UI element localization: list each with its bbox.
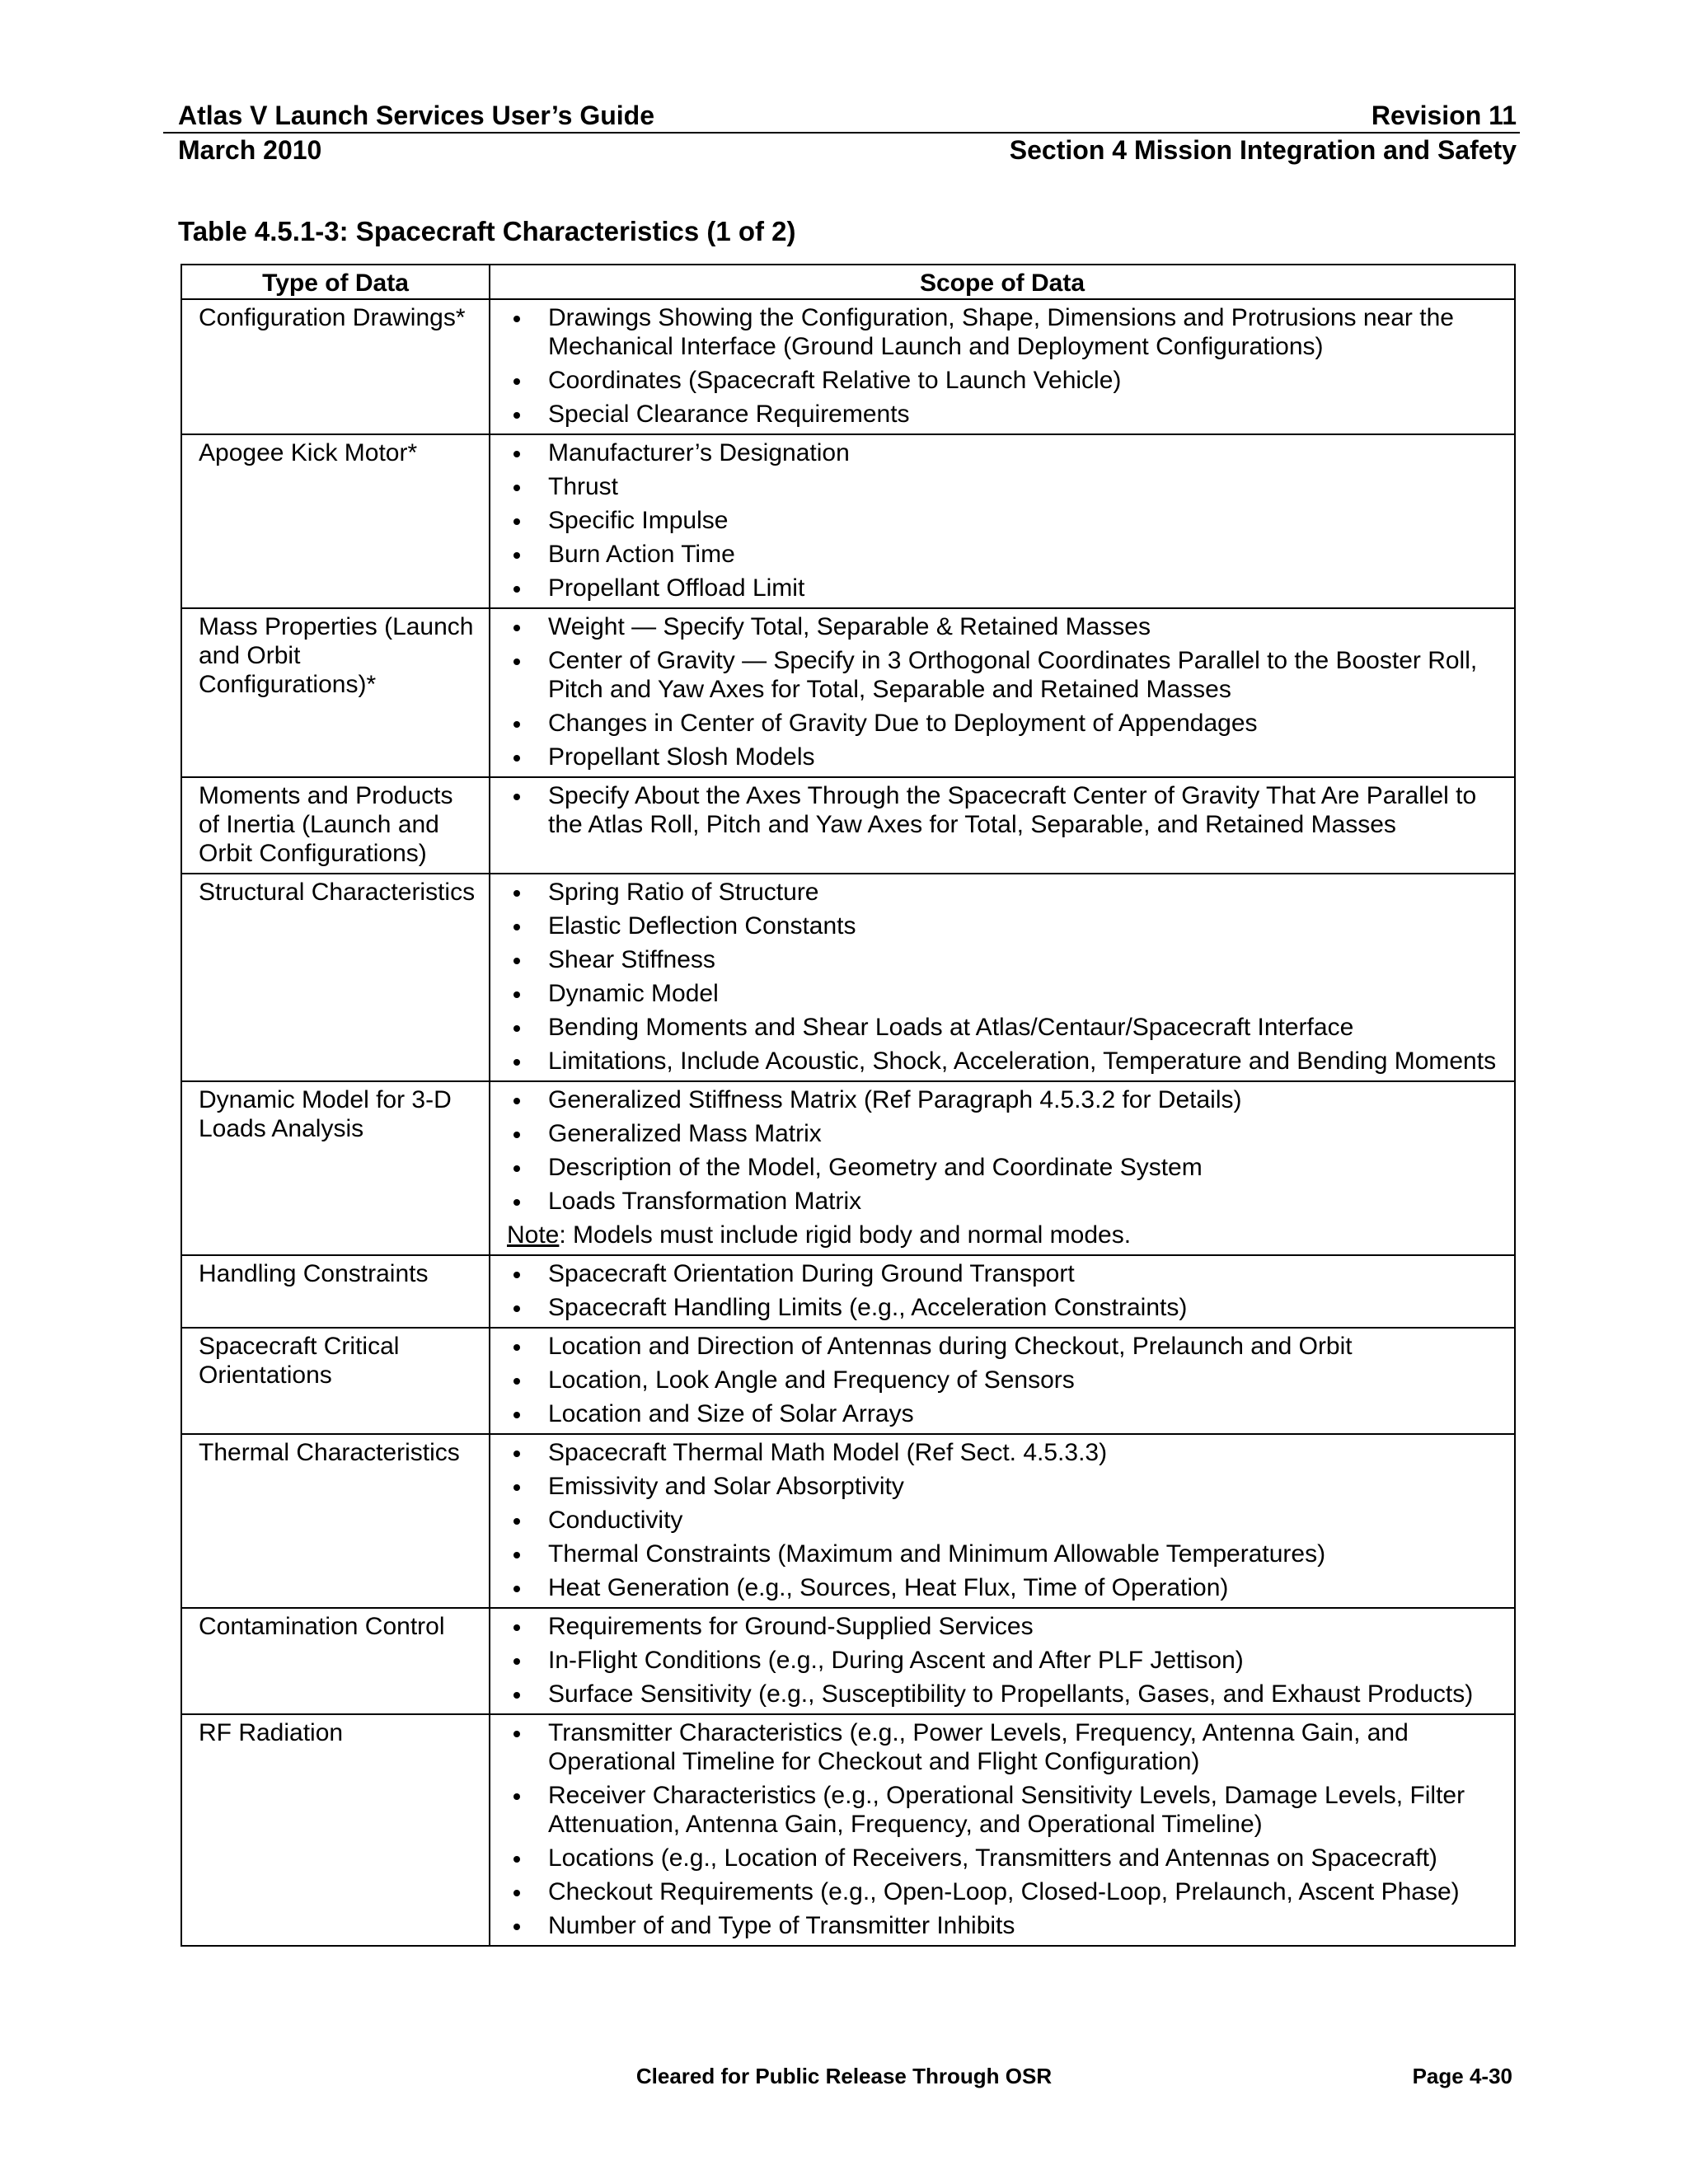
header-line-1 [178, 99, 1517, 132]
list-item: Shear Stiffness [507, 945, 1498, 974]
table-row [181, 608, 1515, 777]
document-title: Atlas V Launch Services User’s Guide [178, 101, 655, 130]
scope-list [507, 781, 1498, 839]
scope-list [507, 303, 1498, 429]
list-item: Specify About the Axes Through the Spacecraft Center of Gravity That Are Parallel to the Atlas Roll, Pitch and Yaw Axes for Total, Separable, and Retained Masses [507, 781, 1498, 839]
list-item: Manufacturer’s Designation [507, 438, 1498, 467]
list-item: Location and Size of Solar Arrays [507, 1399, 1498, 1428]
list-item: Receiver Characteristics (e.g., Operational Sensitivity Levels, Damage Levels, Filter Attenuation, Antenna Gain, Frequency, and Operational Timeline) [507, 1781, 1498, 1839]
table-row [181, 434, 1515, 608]
scope-list [507, 1612, 1498, 1708]
scope-list [507, 1718, 1498, 1940]
table-row [181, 1434, 1515, 1608]
type-of-data-cell: Mass Properties (Launch and Orbit Configurations)* [181, 608, 490, 777]
table-row [181, 1255, 1515, 1328]
type-of-data-cell: Moments and Products of Inertia (Launch and Orbit Configurations) [181, 777, 490, 874]
scope-list [507, 1332, 1498, 1428]
scope-list [507, 1085, 1498, 1216]
list-item: Spring Ratio of Structure [507, 878, 1498, 907]
list-item: Drawings Showing the Configuration, Shape, Dimensions and Protrusions near the Mechanical Interface (Ground Launch and Deployment Configurations) [507, 303, 1498, 361]
table-row [181, 1714, 1515, 1946]
type-of-data-cell: RF Radiation [181, 1714, 490, 1946]
list-item: Changes in Center of Gravity Due to Deployment of Appendages [507, 709, 1498, 738]
table-caption: Table 4.5.1-3: Spacecraft Characteristics (1 of 2) [178, 216, 796, 246]
table-row [181, 874, 1515, 1081]
list-item: Surface Sensitivity (e.g., Susceptibility to Propellants, Gases, and Exhaust Products) [507, 1680, 1498, 1708]
type-of-data-cell: Contamination Control [181, 1608, 490, 1714]
header-line-2 [178, 134, 1517, 166]
column-header-type: Type of Data [181, 265, 490, 299]
list-item: Location, Look Angle and Frequency of Sensors [507, 1366, 1498, 1394]
list-item: Description of the Model, Geometry and Coordinate System [507, 1153, 1498, 1182]
list-item: Loads Transformation Matrix [507, 1187, 1498, 1216]
table-note [507, 1221, 1498, 1249]
document-date: March 2010 [178, 135, 322, 165]
list-item: Center of Gravity — Specify in 3 Orthogonal Coordinates Parallel to the Booster Roll, Pitch and Yaw Axes for Total, Separable and Retained Masses [507, 646, 1498, 704]
table-row [181, 777, 1515, 874]
list-item: Number of and Type of Transmitter Inhibits [507, 1911, 1498, 1940]
footer-release-notice: Cleared for Public Release Through OSR [635, 2064, 1053, 2088]
list-item: Heat Generation (e.g., Sources, Heat Flux, Time of Operation) [507, 1573, 1498, 1602]
list-item: Requirements for Ground-Supplied Services [507, 1612, 1498, 1641]
table-header-row [181, 265, 1515, 299]
list-item: Coordinates (Spacecraft Relative to Launch Vehicle) [507, 366, 1498, 395]
table-row [181, 1081, 1515, 1255]
list-item: Dynamic Model [507, 979, 1498, 1008]
list-item: Specific Impulse [507, 506, 1498, 535]
list-item: Thermal Constraints (Maximum and Minimum Allowable Temperatures) [507, 1540, 1498, 1568]
list-item: Bending Moments and Shear Loads at Atlas/Centaur/Spacecraft Interface [507, 1013, 1498, 1042]
note-text: : Models must include rigid body and normal modes. [559, 1221, 1132, 1249]
list-item: Generalized Mass Matrix [507, 1119, 1498, 1148]
scope-list [507, 878, 1498, 1076]
type-of-data-cell: Thermal Characteristics [181, 1434, 490, 1608]
list-item: Spacecraft Thermal Math Model (Ref Sect. 4.5.3.3) [507, 1438, 1498, 1467]
type-of-data-cell: Spacecraft Critical Orientations [181, 1328, 490, 1434]
list-item: Location and Direction of Antennas during Checkout, Prelaunch and Orbit [507, 1332, 1498, 1361]
scope-list [507, 612, 1498, 771]
list-item: Transmitter Characteristics (e.g., Power Levels, Frequency, Antenna Gain, and Operational Timeline for Checkout and Flight Configuration) [507, 1718, 1498, 1776]
list-item: Burn Action Time [507, 540, 1498, 569]
spacecraft-characteristics-table [181, 264, 1516, 1947]
list-item: In-Flight Conditions (e.g., During Ascent and After PLF Jettison) [507, 1646, 1498, 1675]
scope-list [507, 1438, 1498, 1602]
section-title: Section 4 Mission Integration and Safety [1009, 135, 1517, 165]
list-item: Thrust [507, 472, 1498, 501]
list-item: Propellant Offload Limit [507, 574, 1498, 602]
scope-of-data-cell [490, 1081, 1515, 1255]
list-item: Spacecraft Orientation During Ground Transport [507, 1259, 1498, 1288]
scope-of-data-cell [490, 1255, 1515, 1328]
list-item: Locations (e.g., Location of Receivers, Transmitters and Antennas on Spacecraft) [507, 1844, 1498, 1872]
type-of-data-cell: Handling Constraints [181, 1255, 490, 1328]
scope-of-data-cell [490, 1608, 1515, 1714]
scope-of-data-cell [490, 608, 1515, 777]
table-row [181, 1328, 1515, 1434]
scope-of-data-cell [490, 1434, 1515, 1608]
list-item: Emissivity and Solar Absorptivity [507, 1472, 1498, 1501]
type-of-data-cell: Apogee Kick Motor* [181, 434, 490, 608]
scope-of-data-cell [490, 777, 1515, 874]
table-row [181, 299, 1515, 434]
type-of-data-cell: Dynamic Model for 3-D Loads Analysis [181, 1081, 490, 1255]
type-of-data-cell: Structural Characteristics [181, 874, 490, 1081]
list-item: Special Clearance Requirements [507, 400, 1498, 429]
list-item: Propellant Slosh Models [507, 743, 1498, 771]
table-row [181, 1608, 1515, 1714]
list-item: Spacecraft Handling Limits (e.g., Acceleration Constraints) [507, 1293, 1498, 1322]
scope-of-data-cell [490, 434, 1515, 608]
list-item: Elastic Deflection Constants [507, 912, 1498, 940]
scope-list [507, 438, 1498, 602]
scope-of-data-cell [490, 1714, 1515, 1946]
list-item: Limitations, Include Acoustic, Shock, Acceleration, Temperature and Bending Moments [507, 1047, 1498, 1076]
note-label: Note [507, 1221, 560, 1249]
scope-of-data-cell [490, 299, 1515, 434]
column-header-scope: Scope of Data [490, 265, 1515, 299]
page-number: Page 4-30 [1412, 2064, 1512, 2088]
scope-of-data-cell [490, 874, 1515, 1081]
list-item: Weight — Specify Total, Separable & Retained Masses [507, 612, 1498, 641]
scope-list [507, 1259, 1498, 1322]
scope-of-data-cell [490, 1328, 1515, 1434]
table-body [181, 299, 1515, 1946]
type-of-data-cell: Configuration Drawings* [181, 299, 490, 434]
list-item: Generalized Stiffness Matrix (Ref Paragraph 4.5.3.2 for Details) [507, 1085, 1498, 1114]
list-item: Conductivity [507, 1506, 1498, 1535]
list-item: Checkout Requirements (e.g., Open-Loop, Closed-Loop, Prelaunch, Ascent Phase) [507, 1877, 1498, 1906]
revision-label: Revision 11 [1371, 101, 1517, 130]
